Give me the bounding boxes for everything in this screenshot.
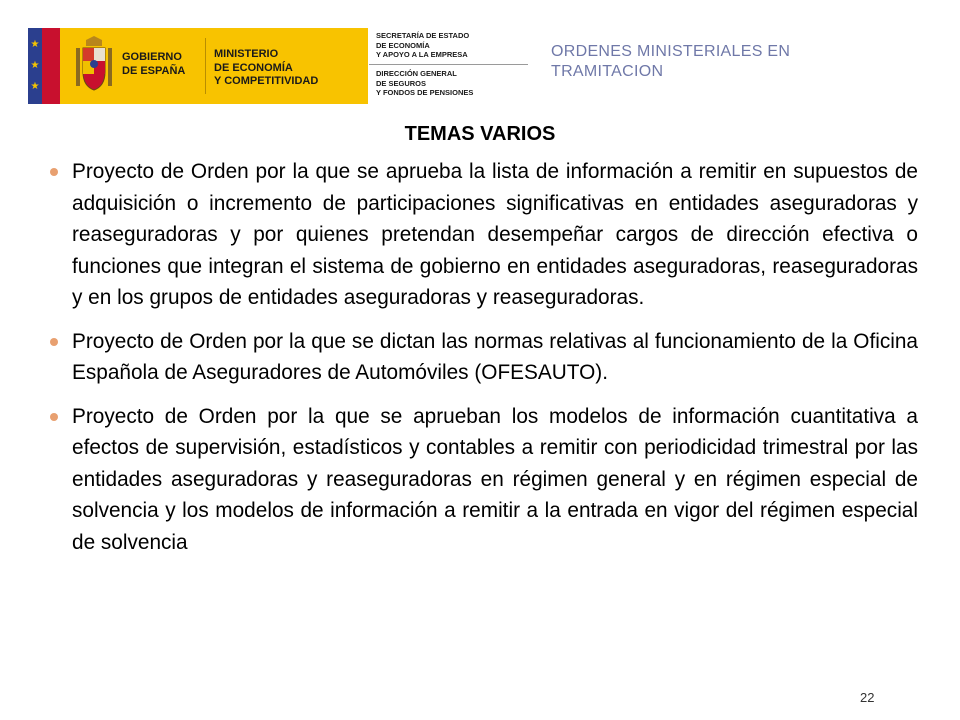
bullet-icon	[50, 413, 58, 421]
government-header-banner	[28, 28, 528, 104]
bullet-text: Proyecto de Orden por la que se dictan las normas relativas al funcionamiento de la Oficina Española de Aseguradores de Automóviles (OFESAUTO).	[72, 329, 918, 384]
bullet-item	[50, 401, 918, 559]
bullet-icon	[50, 168, 58, 176]
eu-star-icon: ★	[30, 39, 40, 50]
directorate-divider	[369, 64, 528, 65]
eu-flag-strip	[28, 28, 42, 104]
page-number: 22	[860, 690, 875, 705]
section-title: TEMAS VARIOS	[404, 123, 556, 145]
bullet-text: Proyecto de Orden por la que se aprueba la lista de información a remitir en supuestos de adquisición o incremento de participaciones significativas en entidades aseguradoras y reaseguradoras y por quienes pretendan desempeñar cargos de dirección efectiva o funciones que integran el sistema de gobierno en entidades aseguradoras, reaseguradoras y en los grupos de entidades aseguradoras y reaseguradoras.	[72, 160, 918, 309]
slide-topic-tag: ORDENES MINISTERIALES EN TRAMITACION	[551, 43, 791, 80]
ministerio-label: MINISTERIO DE ECONOMÍA Y COMPETITIVIDAD	[214, 48, 319, 87]
bullet-item	[50, 156, 918, 314]
eu-star-icon: ★	[30, 81, 40, 92]
eu-star-icon: ★	[30, 60, 40, 71]
coat-of-arms-icon	[74, 36, 114, 94]
bullet-list	[50, 156, 918, 570]
bullet-icon	[50, 338, 58, 346]
secretaria-label: SECRETARÍA DE ESTADO DE ECONOMÍA Y APOYO A LA EMPRESA	[376, 31, 470, 59]
gobierno-de-espana-label: GOBIERNO DE ESPAÑA	[122, 51, 186, 77]
spain-red-strip	[42, 28, 60, 104]
bullet-text: Proyecto de Orden por la que se aprueban los modelos de información cuantitativa a efectos de supervisión, estadísticos y contables a remitir con periodicidad trimestral por las entidades aseguradoras y reaseguradoras en régimen general y en régimen especial de solvencia y los modelos de información a remitir a la entrada en vigor del régimen especial de solvencia	[72, 404, 918, 554]
direccion-general-label: DIRECCIÓN GENERAL DE SEGUROS Y FONDOS DE PENSIONES	[376, 69, 474, 97]
header-divider	[205, 38, 206, 94]
bullet-item	[50, 326, 918, 389]
